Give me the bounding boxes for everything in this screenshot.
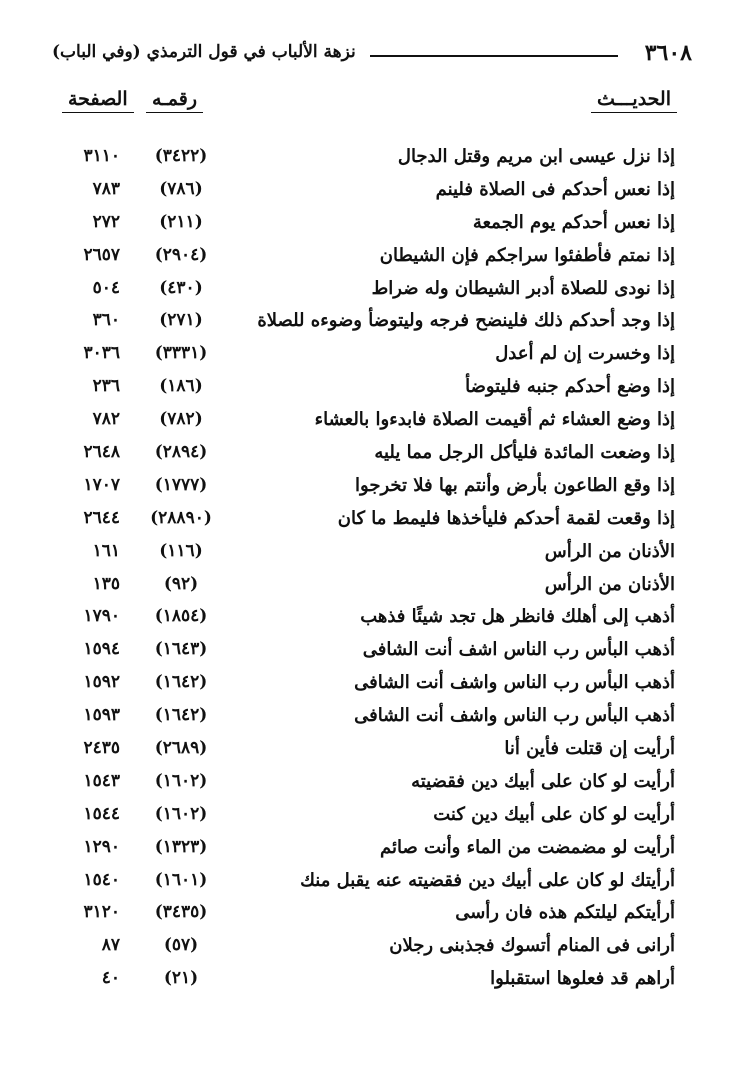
hadith-number: (١٣٢٣) (154, 836, 208, 857)
index-row (0, 272, 755, 305)
page-ref: ١٦١ (92, 540, 120, 561)
index-row (0, 732, 755, 765)
page-ref: ٢٣٦ (92, 376, 120, 397)
page-ref: ٥٠٤ (92, 277, 120, 298)
index-row (0, 403, 755, 436)
page-ref: ١٥٩٣ (83, 705, 120, 726)
index-row (0, 699, 755, 732)
column-header-underline (146, 112, 203, 113)
hadith-text: إذا نمتم فأطفئوا سراجكم فإن الشيطان (379, 244, 675, 266)
hadith-text: أرأيتك لو كان على أبيك دين فقضيته عنه يقبل منك (300, 869, 675, 891)
hadith-number: (١٧٧٧) (154, 474, 208, 495)
page-ref: ١٥٤٠ (83, 869, 120, 890)
hadith-text: إذا نودى للصلاة أدبر الشيطان وله ضراط (371, 277, 675, 299)
index-row (0, 140, 755, 173)
hadith-text: إذا وقعت لقمة أحدكم فليأخذها فليمط ما كان (337, 507, 675, 529)
index-row (0, 962, 755, 995)
hadith-number: (٥٧) (163, 935, 199, 956)
column-header-hadith (597, 88, 671, 110)
index-row (0, 864, 755, 897)
page-ref: ٢٦٤٤ (83, 507, 120, 528)
page-ref: ٣٦٠ (92, 310, 120, 331)
hadith-text: إذا وخسرت إن لم أعدل (495, 343, 675, 365)
hadith-number: (١٦٠١) (154, 869, 208, 890)
page-ref: ٧٨٢ (92, 409, 120, 430)
hadith-text: أراهم قد فعلوها استقبلوا (490, 968, 675, 990)
page-ref: ٤٠ (101, 968, 120, 989)
hadith-number: (٢٨٩٤) (154, 442, 208, 463)
header-rule (370, 55, 618, 57)
hadith-number: (٢٧١) (159, 310, 203, 331)
hadith-text: إذا نعس أحدكم فى الصلاة فلينم (435, 178, 675, 200)
index-row (0, 929, 755, 962)
hadith-text: أرأيت لو كان على أبيك دين فقضيته (411, 770, 675, 792)
column-header-underline (591, 112, 677, 113)
index-row (0, 600, 755, 633)
hadith-number: (٧٨٢) (159, 409, 203, 430)
hadith-text: أرأيت لو كان على أبيك دين كنت (433, 803, 675, 825)
column-header-page (68, 88, 128, 110)
hadith-text: أذهب البأس رب الناس واشف أنت الشافى (354, 672, 675, 694)
hadith-text: الأذنان من الرأس (544, 540, 675, 562)
hadith-number: (٢١) (163, 968, 199, 989)
page-ref: ٢٤٣٥ (83, 738, 120, 759)
page-ref: ١٥٤٣ (83, 770, 120, 791)
hadith-text: إذا وضع أحدكم جنبه فليتوضأ (465, 376, 675, 398)
hadith-number: (١٦٤٢) (154, 705, 208, 726)
hadith-text: إذا نزل عيسى ابن مريم وقتل الدجال (397, 146, 675, 167)
hadith-number: (٣٣٣١) (154, 343, 208, 364)
hadith-number: (١٦٤٣) (154, 639, 208, 660)
hadith-number: (٢١١) (159, 211, 203, 232)
page-ref: ٣١٢٠ (83, 902, 120, 923)
page-ref: ١٥٤٤ (83, 803, 120, 824)
page-ref: ٧٨٣ (92, 178, 120, 199)
index-row (0, 206, 755, 239)
index-row (0, 535, 755, 568)
hadith-number: (١٦٠٢) (154, 770, 208, 791)
running-head (52, 40, 692, 72)
page-ref: ٣١١٠ (83, 146, 120, 166)
index-row (0, 173, 755, 206)
index-row (0, 502, 755, 535)
hadith-number: (٤٣٠) (159, 277, 203, 298)
hadith-number: (٢٩٠٤) (154, 244, 208, 265)
index-row (0, 831, 755, 864)
hadith-text: الأذنان من الرأس (544, 573, 675, 595)
hadith-index-list (0, 140, 755, 995)
index-row (0, 798, 755, 831)
column-header-hadith-label: الحديـــث (597, 88, 671, 110)
hadith-number: (١٦٠٢) (154, 803, 208, 824)
page-ref: ١٧٠٧ (83, 474, 120, 495)
hadith-number: (٢٦٨٩) (154, 738, 208, 759)
page-ref: ١٢٩٠ (83, 836, 120, 857)
hadith-number: (١٨٥٤) (154, 606, 208, 627)
hadith-number: (٩٢) (163, 573, 199, 594)
column-header-underline (62, 112, 134, 113)
index-row (0, 469, 755, 502)
page-ref: ١٥٩٢ (83, 672, 120, 693)
page-number: ٣٦٠٨ (644, 40, 692, 66)
hadith-number: (١٨٦) (159, 376, 203, 397)
hadith-number: (٢٨٨٩٠) (150, 507, 212, 528)
page-ref: ٢٦٥٧ (83, 244, 120, 265)
hadith-number: (١١٦) (159, 540, 203, 561)
page-ref: ٨٧ (101, 935, 120, 956)
index-row (0, 765, 755, 798)
index-row (0, 568, 755, 601)
hadith-text: إذا وضع العشاء ثم أقيمت الصلاة فابدءوا بالعشاء (314, 409, 675, 431)
page-ref: ٣٠٣٦ (83, 343, 120, 364)
page-ref: ٢٦٤٨ (83, 442, 120, 463)
index-row (0, 337, 755, 370)
index-row (0, 896, 755, 929)
hadith-text: إذا وقع الطاعون بأرض وأنتم بها فلا تخرجوا (355, 474, 675, 496)
hadith-text: إذا وجد أحدكم ذلك فلينضح فرجه وليتوضأ وضوءه للصلاة (257, 310, 675, 332)
index-row (0, 370, 755, 403)
hadith-text: إذا نعس أحدكم يوم الجمعة (472, 211, 675, 233)
hadith-text: أذهب البأس رب الناس واشف أنت الشافى (354, 705, 675, 727)
index-row (0, 666, 755, 699)
hadith-text: أرأيت إن قتلت فأين أنا (504, 738, 675, 760)
hadith-number: (٣٤٢٢) (154, 146, 208, 166)
hadith-text: أرأيتكم ليلتكم هذه فان رأسى (455, 902, 675, 924)
hadith-text: أرأيت لو مضمضت من الماء وأنت صائم (379, 836, 675, 858)
hadith-text: أذهب إلى أهلك فانظر هل تجد شيئًا فذهب (360, 606, 675, 628)
column-header-page-label: الصفحة (68, 88, 128, 110)
hadith-number: (٧٨٦) (159, 178, 203, 199)
index-row (0, 436, 755, 469)
column-header-number-label: رقمـه (152, 88, 197, 110)
hadith-number: (٣٤٣٥) (154, 902, 208, 923)
page-ref: ٢٧٢ (92, 211, 120, 232)
page-ref: ١٥٩٤ (83, 639, 120, 660)
hadith-number: (١٦٤٢) (154, 672, 208, 693)
page-ref: ١٣٥ (92, 573, 120, 594)
index-row (0, 633, 755, 666)
index-row (0, 239, 755, 272)
index-row (0, 304, 755, 337)
column-header-number (152, 88, 197, 110)
hadith-text: إذا وضعت المائدة فليأكل الرجل مما يليه (374, 442, 675, 464)
book-title: نزهة الألباب في قول الترمذي (وفي الباب) (52, 42, 356, 62)
hadith-text: أذهب البأس رب الناس اشف أنت الشافى (362, 639, 675, 661)
page-ref: ١٧٩٠ (83, 606, 120, 627)
hadith-text: أرانى فى المنام أتسوك فجذبنى رجلان (389, 935, 675, 957)
